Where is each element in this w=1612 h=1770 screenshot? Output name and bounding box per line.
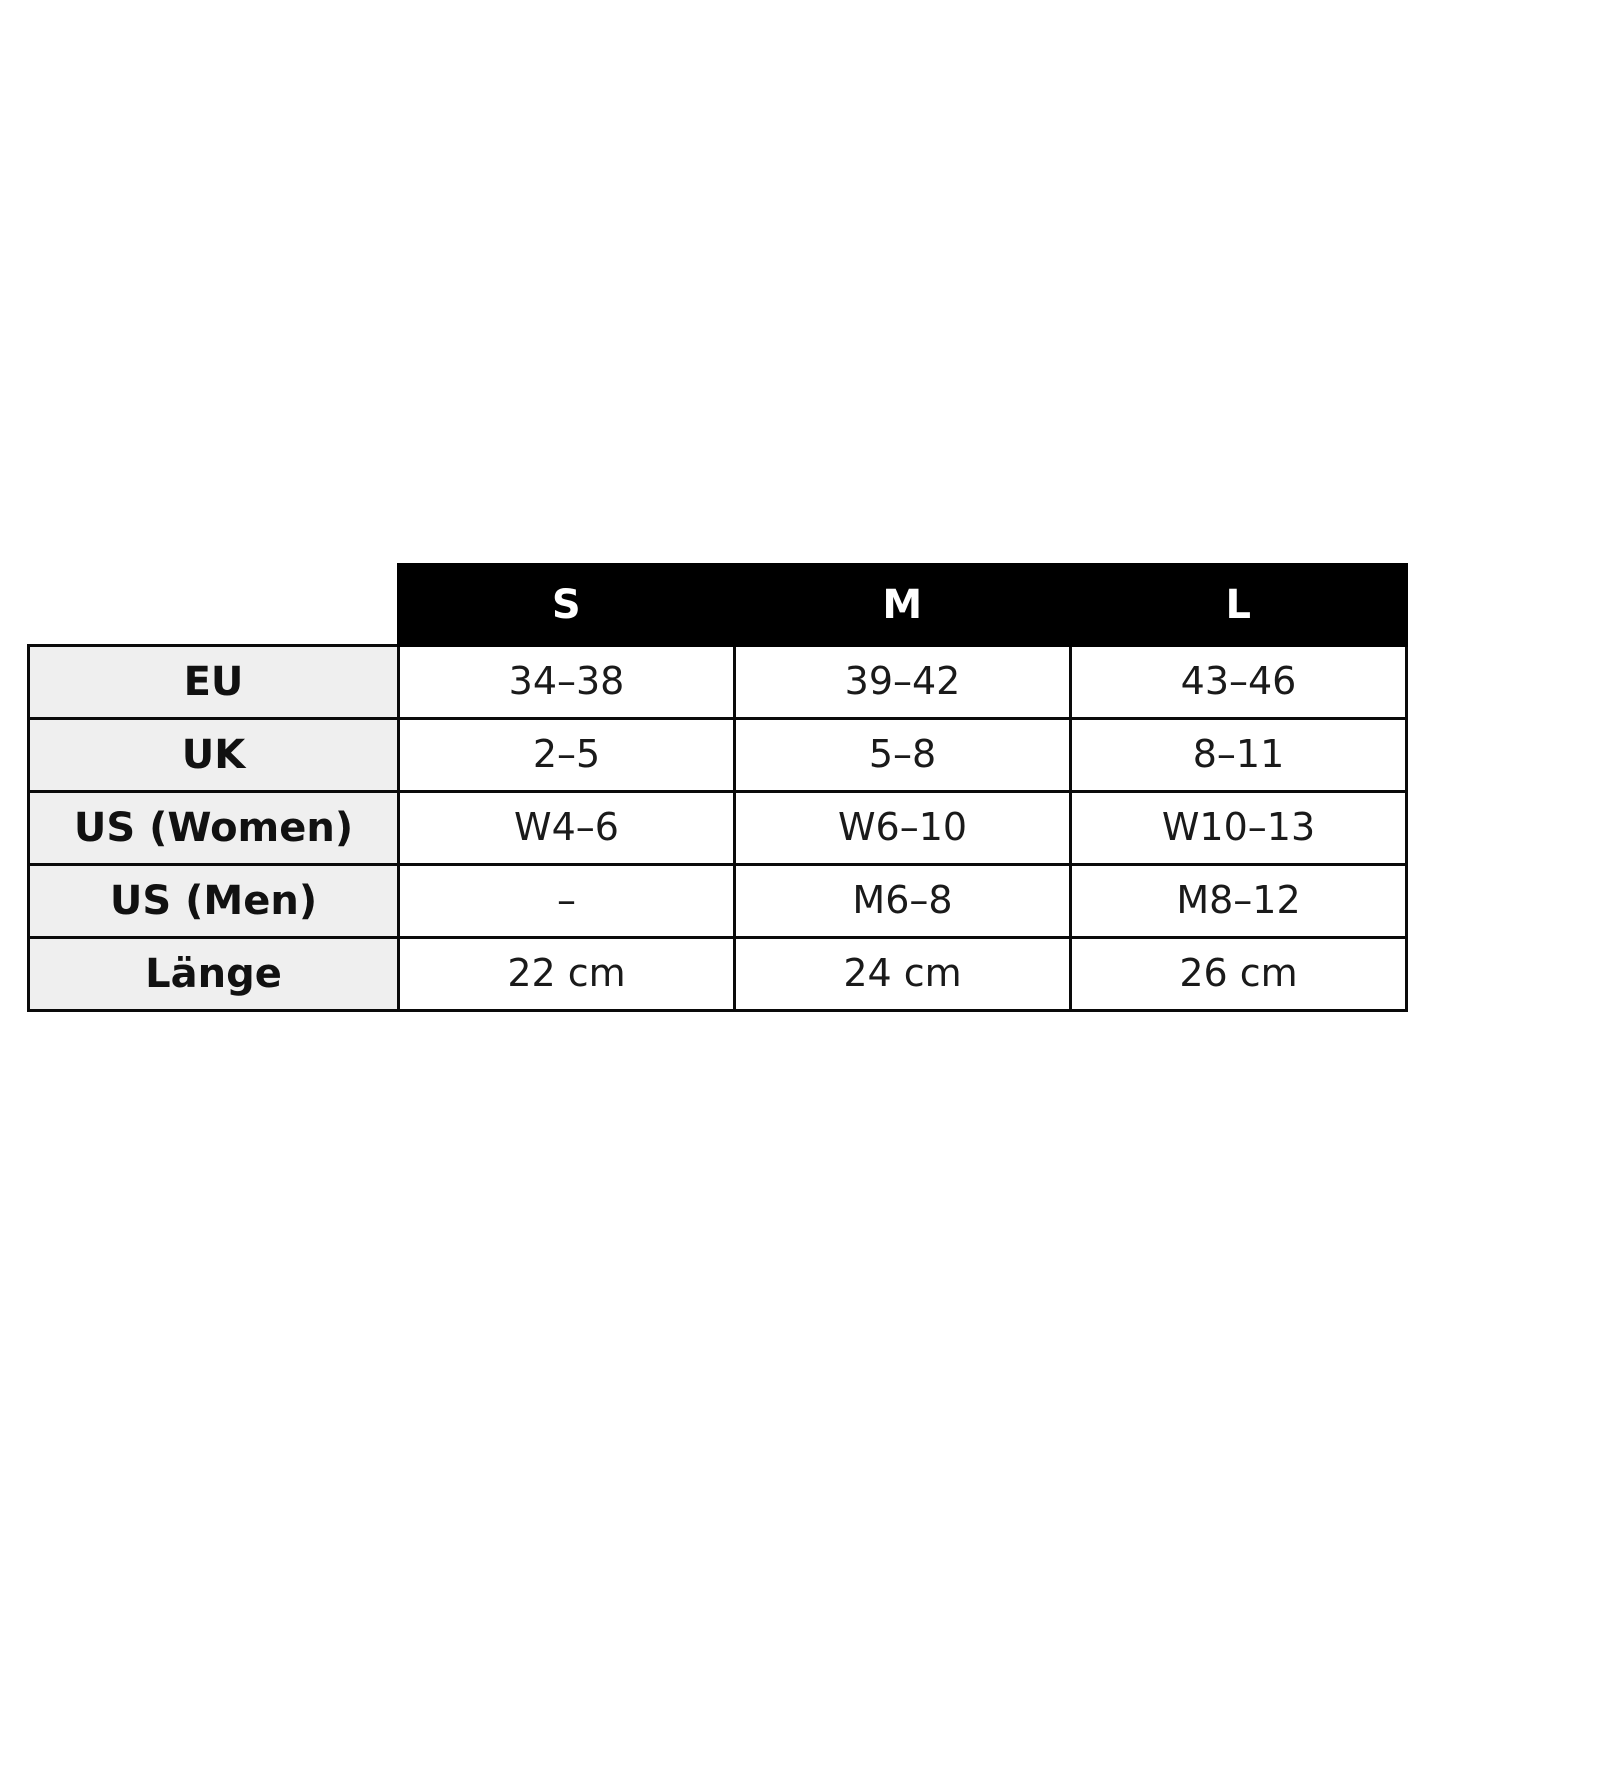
cell-us-women-l: W10–13 <box>1071 792 1407 865</box>
table-row <box>29 938 1407 1011</box>
cell-us-men-m: M6–8 <box>735 865 1071 938</box>
row-label-uk: UK <box>29 719 399 792</box>
column-header-s: S <box>399 565 735 646</box>
cell-eu-l: 43–46 <box>1071 646 1407 719</box>
table-row <box>29 792 1407 865</box>
cell-uk-l: 8–11 <box>1071 719 1407 792</box>
table-corner-cell <box>29 565 399 646</box>
table-header-row <box>29 565 1407 646</box>
size-chart-container <box>27 563 1605 1012</box>
table-body <box>29 646 1407 1011</box>
cell-laenge-s: 22 cm <box>399 938 735 1011</box>
cell-us-women-s: W4–6 <box>399 792 735 865</box>
table-row <box>29 719 1407 792</box>
table-row <box>29 865 1407 938</box>
row-label-eu: EU <box>29 646 399 719</box>
cell-eu-s: 34–38 <box>399 646 735 719</box>
cell-uk-m: 5–8 <box>735 719 1071 792</box>
table-row <box>29 646 1407 719</box>
table-header <box>29 565 1407 646</box>
row-label-us-men: US (Men) <box>29 865 399 938</box>
size-chart-table <box>27 563 1408 1012</box>
cell-laenge-m: 24 cm <box>735 938 1071 1011</box>
cell-us-men-s: – <box>399 865 735 938</box>
cell-laenge-l: 26 cm <box>1071 938 1407 1011</box>
cell-eu-m: 39–42 <box>735 646 1071 719</box>
column-header-m: M <box>735 565 1071 646</box>
cell-uk-s: 2–5 <box>399 719 735 792</box>
column-header-l: L <box>1071 565 1407 646</box>
cell-us-women-m: W6–10 <box>735 792 1071 865</box>
row-label-laenge: Länge <box>29 938 399 1011</box>
cell-us-men-l: M8–12 <box>1071 865 1407 938</box>
row-label-us-women: US (Women) <box>29 792 399 865</box>
